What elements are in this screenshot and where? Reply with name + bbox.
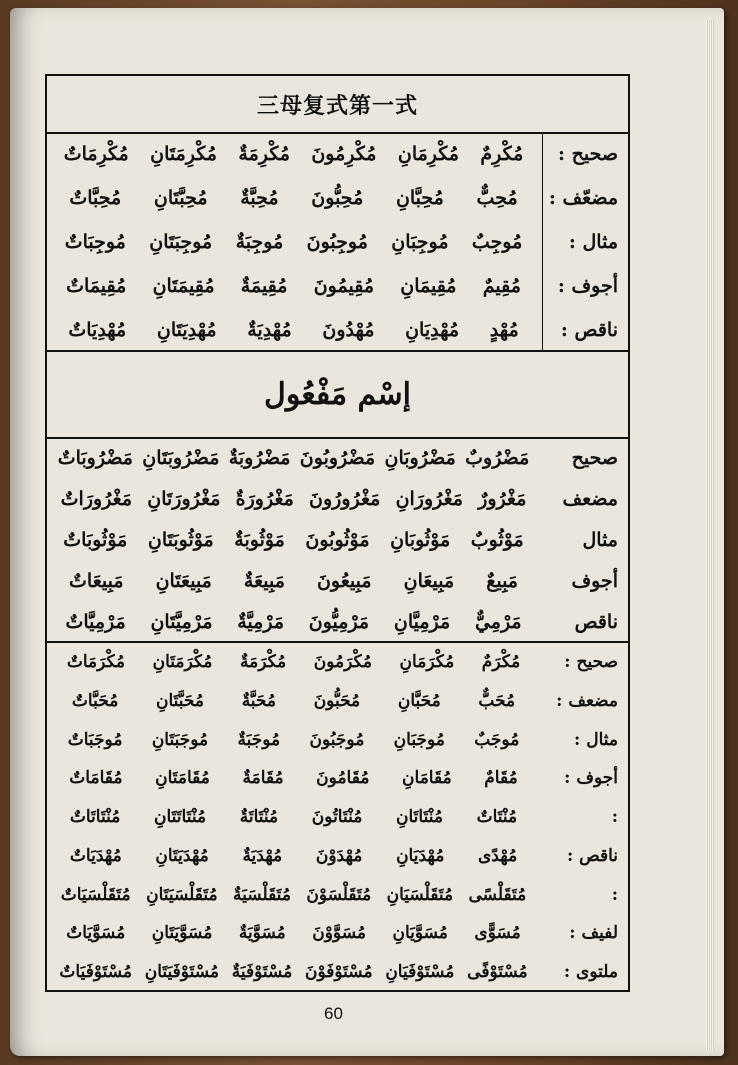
table-row	[47, 132, 628, 176]
page-edges	[706, 20, 714, 1050]
form-cell: مَرْمِيَّتَانِ	[150, 610, 213, 633]
form-cell: مُهْدِيَتَانِ	[156, 319, 217, 341]
form-cell: مُوجَبُونَ	[309, 729, 365, 750]
row-forms	[47, 691, 540, 711]
table-row	[47, 478, 628, 519]
form-cell: مُحَبَّتَانِ	[156, 691, 205, 712]
row-forms	[47, 529, 540, 551]
form-cell: مُقَامُونَ	[316, 768, 370, 789]
form-cell: مُكْرِمٌ	[480, 143, 524, 165]
form-cell: مُهْدَوْنَ	[315, 845, 363, 866]
row-label: مثال	[582, 528, 618, 551]
form-cell: مَضْرُوبَاتٌ	[57, 446, 133, 469]
page-title: 三母复式第一式	[256, 93, 418, 119]
table-row	[47, 875, 628, 914]
form-cell: مَوْثُوبٌ	[470, 528, 524, 551]
row-label: صحيح	[571, 446, 618, 469]
row-label: مضعف	[562, 487, 618, 510]
form-cell: مُقَامَةٌ	[242, 768, 284, 789]
form-cell: مُهْدًى	[478, 845, 518, 866]
row-label: مضعّف :	[548, 187, 618, 209]
conjugation-table	[45, 74, 630, 992]
heading-row	[47, 352, 628, 439]
row-label: :	[611, 807, 618, 828]
form-cell: مُوجَبٌ	[474, 729, 520, 750]
form-cell: مُهْدِيَةٌ	[247, 319, 292, 341]
row-forms	[47, 231, 540, 253]
row-label: :	[611, 884, 618, 905]
row-forms	[47, 187, 540, 209]
section-passive-participle-derived	[47, 643, 628, 992]
form-cell: مُكْرَمَانِ	[399, 652, 455, 673]
form-cell: مُسَوَّوْنَ	[312, 923, 366, 944]
row-forms	[47, 570, 540, 592]
form-cell: مُهْدُونَ	[322, 319, 375, 341]
form-cell: مَرْمِيَّانِ	[393, 610, 451, 633]
table-row	[47, 643, 628, 682]
form-cell: مُقَامَتَانِ	[155, 768, 210, 789]
form-cell: مَبِيعَتَانِ	[155, 569, 212, 592]
form-cell: مُتَقَلْسَيَتَانِ	[146, 884, 218, 905]
form-cell: مَرْمِيَّةٌ	[237, 610, 285, 633]
form-cell: مُسْتَوْفَيَانِ	[385, 961, 455, 982]
table-row	[47, 953, 628, 992]
form-cell: مُقِيمَاتٌ	[66, 275, 127, 297]
form-cell: مُوجَبَتَانِ	[151, 729, 209, 750]
form-cell: مُوجَبَاتٌ	[67, 729, 123, 750]
form-cell: مُحِبَّانِ	[395, 187, 444, 209]
form-cell: مُحِبَّتَانِ	[153, 187, 208, 209]
form-cell: مُسَوَّيَانِ	[392, 923, 448, 944]
page-number: 60	[324, 1004, 343, 1023]
form-cell: مُهْدَيَاتٌ	[69, 845, 122, 866]
section-active-participle	[47, 132, 628, 352]
form-cell: مُسْتَوْفَيَةٌ	[231, 961, 293, 982]
form-cell: مُسْتَوْفًى	[467, 961, 528, 982]
row-forms	[47, 768, 540, 788]
form-cell: مُنْتَاتَةٌ	[239, 807, 279, 828]
form-cell: مُتَقَلْسَيَاتٌ	[60, 884, 131, 905]
form-cell: مُتَقَلْسًى	[468, 884, 527, 905]
row-forms	[47, 730, 540, 750]
row-label: ناقص :	[566, 845, 618, 866]
form-cell: مَوْثُوبُونَ	[305, 528, 370, 551]
form-cell: مُكْرِمَانِ	[397, 143, 459, 165]
form-cell: مُهْدَيَتَانِ	[155, 845, 209, 866]
form-cell: مَرْمِيٌّ	[474, 610, 522, 633]
form-cell: مُسَوَّيَةٌ	[238, 923, 286, 944]
form-cell: مَضْرُوبٌ	[465, 446, 530, 469]
form-cell: مُحَبُّونَ	[313, 691, 361, 712]
form-cell: مُوجِبُونَ	[306, 231, 368, 253]
table-row	[47, 437, 628, 478]
form-cell: مُوجِبٌ	[471, 231, 523, 253]
form-cell: مَرْمِيُّونَ	[308, 610, 370, 633]
row-forms	[47, 652, 540, 672]
row-forms	[47, 447, 540, 469]
form-cell: مُهْدِيَاتٌ	[68, 319, 127, 341]
row-forms	[47, 488, 540, 510]
form-cell: مُقَامَانِ	[402, 768, 452, 789]
form-cell: مُحَبَّانِ	[397, 691, 441, 712]
table-row	[47, 798, 628, 837]
form-cell: مُقَامٌ	[484, 768, 518, 789]
row-forms	[47, 923, 540, 943]
form-cell: مَغْرُورَانِ	[395, 487, 463, 510]
row-label: أجوف :	[557, 275, 618, 297]
row-forms	[47, 319, 540, 341]
row-label: ملتوى :	[563, 961, 618, 982]
form-cell: مُكْرِمَتَانِ	[150, 143, 217, 165]
table-row	[47, 720, 628, 759]
section-heading: إسْم مَفْعُول	[264, 377, 411, 412]
form-cell: مُكْرِمَةٌ	[238, 143, 290, 165]
row-forms	[47, 885, 540, 905]
form-cell: مُوجِبَتَانِ	[149, 231, 213, 253]
row-label: ناقص	[574, 610, 618, 633]
form-cell: مُوجَبَةٌ	[237, 729, 281, 750]
form-cell: مُسَوَّيَتَانِ	[151, 923, 213, 944]
row-forms	[47, 275, 540, 297]
form-cell: مَرْمِيَّاتٌ	[65, 610, 126, 633]
table-row	[47, 220, 628, 264]
form-cell: مَبِيعُونَ	[316, 569, 372, 592]
form-cell: مُوجِبَانِ	[391, 231, 449, 253]
row-label: مثال :	[568, 231, 618, 253]
row-forms	[47, 962, 540, 982]
form-cell: مُقَامَاتٌ	[69, 768, 123, 789]
form-cell: مُكْرَمٌ	[481, 652, 521, 673]
title-row	[47, 76, 628, 134]
form-cell: مُكْرَمَةٌ	[240, 652, 287, 673]
form-cell: مَبِيعَاتٌ	[69, 569, 124, 592]
row-forms	[47, 846, 540, 866]
table-row	[47, 264, 628, 308]
form-cell: مُحَبٌّ	[478, 691, 516, 712]
form-cell: مَضْرُوبَتَانِ	[142, 446, 220, 469]
form-cell: مُقِيمَةٌ	[240, 275, 288, 297]
form-cell: مُكْرِمَاتٌ	[63, 143, 129, 165]
form-cell: مَغْرُورَتَانِ	[147, 487, 221, 510]
row-forms	[47, 807, 540, 827]
table-row	[47, 914, 628, 953]
form-cell: مَضْرُوبَانِ	[384, 446, 456, 469]
form-cell: مُحِبَّةٌ	[240, 187, 279, 209]
form-cell: مُتَقَلْسَيَةٌ	[233, 884, 291, 905]
section-passive-participle	[47, 437, 628, 643]
form-cell: مَغْرُورَاتٌ	[60, 487, 133, 510]
form-cell: مُكْرَمُونَ	[313, 652, 372, 673]
table-row	[47, 560, 628, 601]
table-row	[47, 519, 628, 560]
form-cell: مَضْرُوبَةٌ	[228, 446, 291, 469]
form-cell: مُقِيمٌ	[482, 275, 521, 297]
form-cell: مَغْرُورٌ	[478, 487, 527, 510]
row-label: صحيح :	[564, 652, 618, 673]
form-cell: مُنْتَاتٌ	[476, 807, 518, 828]
form-cell: مُكْرِمُونَ	[311, 143, 377, 165]
row-label: أجوف	[571, 569, 618, 592]
form-cell: مُكْرَمَتَانِ	[152, 652, 213, 673]
row-forms	[47, 611, 540, 633]
form-cell: مَبِيعٌ	[486, 569, 518, 592]
form-cell: مَضْرُوبُونَ	[299, 446, 376, 469]
table-row	[47, 682, 628, 721]
form-cell: مَوْثُوبَاتٌ	[63, 528, 128, 551]
form-cell: مُوجِبَةٌ	[235, 231, 284, 253]
form-cell: مَبِيعَانِ	[403, 569, 455, 592]
table-row	[47, 837, 628, 876]
form-cell: مُوجَبَانِ	[393, 729, 445, 750]
form-cell: مُحِبٌّ	[476, 187, 518, 209]
form-cell: مُنْتَاتُونَ	[311, 807, 363, 828]
form-cell: مُحِبَّاتٌ	[69, 187, 122, 209]
form-cell: مُهْدَيَانِ	[396, 845, 445, 866]
row-label: ناقص :	[560, 319, 618, 341]
row-label: مثال :	[574, 729, 618, 750]
form-cell: مَوْثُوبَانِ	[390, 528, 451, 551]
row-forms	[47, 143, 540, 165]
form-cell: مُحَبَّاتٌ	[71, 691, 119, 712]
row-label: صحيح :	[557, 143, 618, 165]
form-cell: مُهْدَيَةٌ	[242, 845, 283, 866]
row-label: مضعف :	[556, 691, 618, 712]
form-cell: مُنْتَاتَتَانِ	[154, 807, 207, 828]
form-cell: مُسْتَوْفَيَتَانِ	[144, 961, 219, 982]
form-cell: مُقِيمَتَانِ	[152, 275, 215, 297]
form-cell: مَغْرُورُونَ	[309, 487, 381, 510]
form-cell: مُسَوًّى	[474, 923, 521, 944]
table-row	[47, 176, 628, 220]
form-cell: مُوجِبَاتٌ	[64, 231, 126, 253]
form-cell: مُنْتَاتَانِ	[396, 807, 443, 828]
form-cell: مُسْتَوْفَوْنَ	[305, 961, 373, 982]
form-cell: مَبِيعَةٌ	[243, 569, 285, 592]
form-cell: مَوْثُوبَتَانِ	[147, 528, 214, 551]
form-cell: مَوْثُوبَةٌ	[234, 528, 285, 551]
form-cell: مُقِيمَانِ	[400, 275, 457, 297]
row-label: أجوف :	[564, 768, 618, 789]
table-row	[47, 308, 628, 352]
form-cell: مَغْرُورَةٌ	[235, 487, 294, 510]
form-cell: مُقِيمُونَ	[313, 275, 374, 297]
form-cell: مُحَبَّةٌ	[241, 691, 277, 712]
form-cell: مُتَقَلْسَيَانِ	[386, 884, 454, 905]
form-cell: مُسْتَوْفَيَاتٌ	[59, 961, 132, 982]
row-label: لفيف :	[569, 923, 618, 944]
form-cell: مُهْدٍ	[489, 319, 519, 341]
form-cell: مُسَوَّيَاتٌ	[66, 923, 126, 944]
form-cell: مُهْدِيَانِ	[405, 319, 460, 341]
table-row	[47, 601, 628, 642]
form-cell: مُتَقَلْسَوْنَ	[306, 884, 372, 905]
form-cell: مُنْتَاتَاتٌ	[69, 807, 121, 828]
form-cell: مُكْرَمَاتٌ	[66, 652, 126, 673]
form-cell: مُحِبُّونَ	[311, 187, 364, 209]
table-row	[47, 759, 628, 798]
